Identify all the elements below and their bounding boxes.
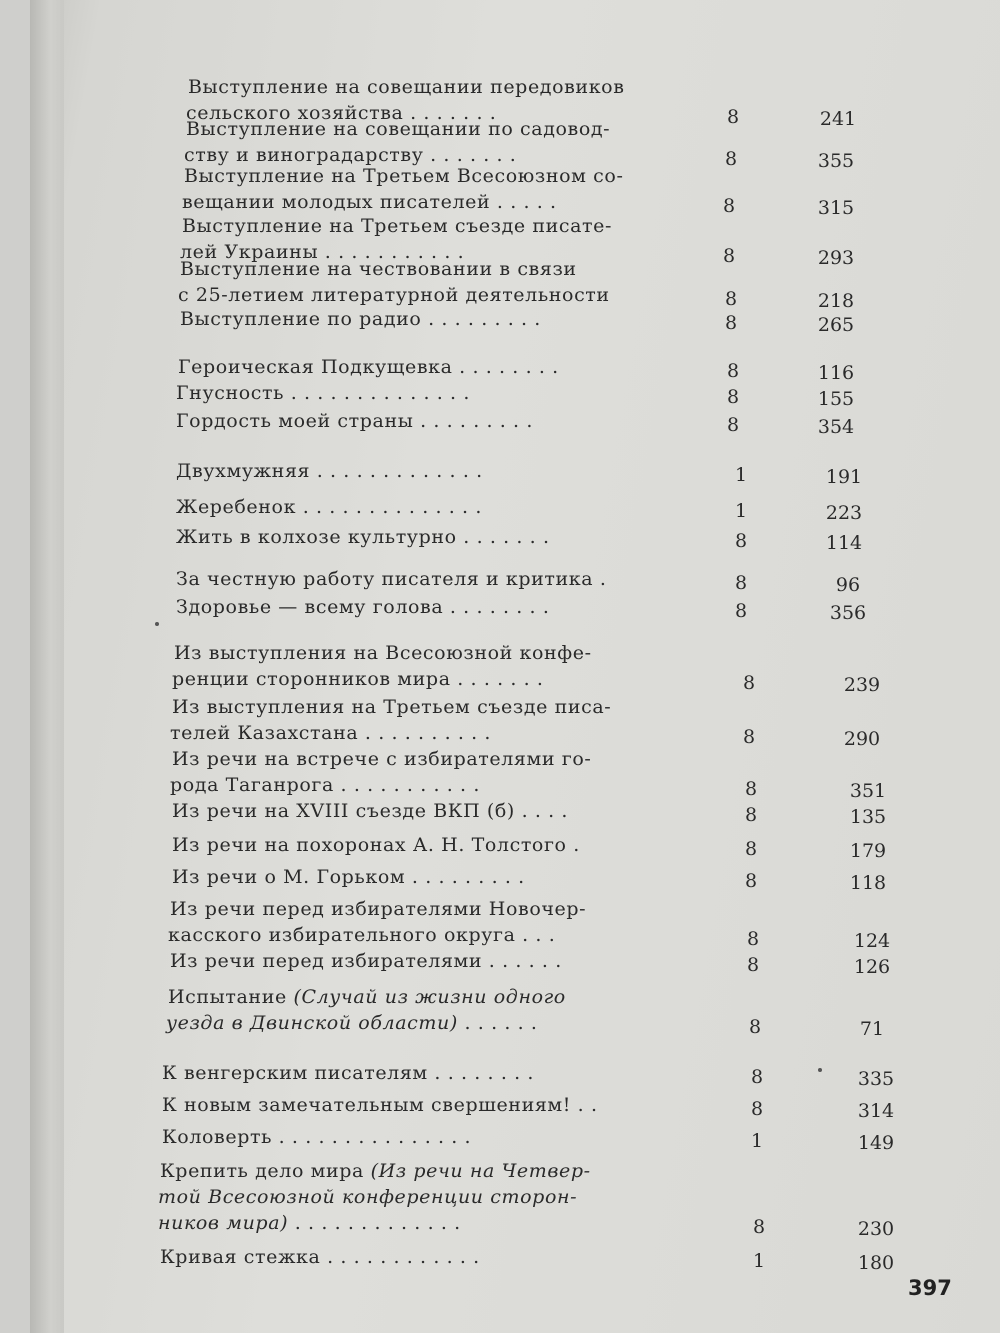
entry-title-text: Из речи на похоронах А. Н. Толстого .	[172, 834, 580, 856]
entry-title-line	[182, 191, 557, 213]
entry-title-line	[166, 1012, 538, 1034]
volume-number: 8	[724, 288, 738, 310]
entry-title-line	[176, 460, 483, 482]
entry-title-text	[166, 1012, 538, 1034]
volume-number: 1	[752, 1250, 766, 1272]
volume-number: 8	[734, 572, 748, 594]
page-reference: 118	[849, 872, 887, 894]
entry-title-text: За честную работу писателя и критика .	[176, 568, 607, 590]
entry-title-text: лей Украины . . . . . . . . . . .	[180, 241, 465, 263]
entry-title-line	[176, 526, 550, 548]
page-reference: 355	[817, 150, 855, 172]
entry-title-text: ренции сторонников мира . . . . . . .	[172, 668, 544, 690]
page-reference: 315	[817, 197, 855, 219]
dot-leader: . . . . . .	[457, 1012, 538, 1034]
volume-number: 8	[734, 600, 748, 622]
ink-speck	[155, 622, 159, 626]
entry-title-text: Героическая Подкущевка . . . . . . . .	[178, 356, 559, 378]
volume-number: 8	[726, 106, 740, 128]
entry-title-line	[184, 144, 516, 166]
dot-leader: . . . . . . . . . . . . .	[288, 1212, 461, 1234]
entry-title-line	[186, 118, 610, 140]
entry-title-text: Жить в колхозе культурно . . . . . . .	[176, 526, 550, 548]
entry-title-text: Двухмужняя . . . . . . . . . . . . .	[176, 460, 483, 482]
entry-title-text: с 25-летием литературной деятельности	[178, 284, 610, 306]
volume-number: 8	[734, 530, 748, 552]
entry-title-text: Из речи перед избирателями . . . . . .	[170, 950, 562, 972]
entry-title-line	[176, 496, 482, 518]
entry-title-text: Из речи на XVIII съезде ВКП (б) . . . .	[172, 800, 569, 822]
page-reference: 96	[835, 574, 861, 596]
entry-title-line	[162, 1126, 471, 1148]
page-reference: 223	[825, 502, 863, 524]
entry-title-line	[172, 696, 611, 718]
entry-title-text: Гнусность . . . . . . . . . . . . . .	[176, 382, 470, 404]
page-reference: 126	[853, 956, 891, 978]
page-reference: 116	[817, 362, 855, 384]
page-reference: 124	[853, 930, 891, 952]
entry-title-line	[178, 356, 559, 378]
page-reference: 241	[819, 108, 857, 130]
entry-title-text: К венгерским писателям . . . . . . . .	[162, 1062, 535, 1084]
entry-title-text: сельского хозяйства . . . . . . .	[186, 102, 497, 124]
volume-number: 8	[726, 414, 740, 436]
entry-title-text: Выступление на совещании по садовод-	[186, 118, 611, 140]
entry-title-text: касского избирательного округа . . .	[168, 924, 556, 946]
entry-title-text: Из речи перед избирателями Новочер-	[170, 898, 587, 920]
entry-title-line	[158, 1186, 577, 1208]
entry-title-line	[168, 924, 555, 946]
page-reference: 114	[825, 532, 863, 554]
entry-title-italic: (Случай из жизни одного	[286, 986, 566, 1008]
page-reference: 149	[857, 1132, 895, 1154]
entry-title-line	[180, 308, 541, 330]
entry-title-text: Из речи на встрече с избирателями го-	[172, 748, 592, 770]
volume-number: 8	[742, 672, 756, 694]
volume-number: 8	[726, 360, 740, 382]
page-reference: 351	[849, 780, 887, 802]
entry-title-text: Испытание	[168, 986, 287, 1008]
entry-title-text: Гордость моей страны . . . . . . . . .	[176, 410, 533, 432]
entry-title-line	[176, 568, 607, 590]
entry-title-italic: (Из речи на Четвер-	[363, 1160, 591, 1182]
entry-title-line	[170, 722, 491, 744]
entry-title-text: Выступление на совещании передовиков	[188, 76, 625, 98]
volume-number: 8	[750, 1098, 764, 1120]
volume-number: 8	[722, 245, 736, 267]
entry-title-text: Из выступления на Третьем съезде писа-	[172, 696, 612, 718]
page-reference: 239	[843, 674, 881, 696]
page-reference: 71	[859, 1018, 885, 1040]
entry-title-text: вещании молодых писателей . . . . .	[182, 191, 557, 213]
entry-title-text: Жеребенок . . . . . . . . . . . . . .	[176, 496, 482, 518]
entry-title-text: Коловерть . . . . . . . . . . . . . . .	[162, 1126, 472, 1148]
volume-number: 8	[744, 778, 758, 800]
volume-number: 8	[724, 312, 738, 334]
volume-number: 8	[726, 386, 740, 408]
entry-title-line	[172, 748, 591, 770]
volume-number: 8	[748, 1016, 762, 1038]
volume-number: 8	[744, 838, 758, 860]
volume-number: 1	[750, 1130, 764, 1152]
entry-title-text: К новым замечательным свершениям! . .	[162, 1094, 598, 1116]
entry-title-text: Из выступления на Всесоюзной конфе-	[174, 642, 592, 664]
entry-title-text: Выступление на чествовании в связи	[180, 258, 577, 280]
entry-title-text: Здоровье — всему голова . . . . . . . .	[176, 596, 550, 618]
entry-title-line	[182, 215, 612, 237]
page-reference: 293	[817, 247, 855, 269]
page-reference: 180	[857, 1252, 895, 1274]
page-reference: 354	[817, 416, 855, 438]
page-reference: 335	[857, 1068, 895, 1090]
entry-title-line	[162, 1094, 598, 1116]
volume-number: 8	[742, 726, 756, 748]
page-reference: 179	[849, 840, 887, 862]
entry-title-text: Выступление на Третьем Всесоюзном со-	[184, 165, 624, 187]
volume-number: 1	[734, 464, 748, 486]
entry-title-text: той Всесоюзной конференции сторон-	[158, 1186, 578, 1208]
entry-title-text: Из речи о М. Горьком . . . . . . . . .	[172, 866, 525, 888]
page-reference: 314	[857, 1100, 895, 1122]
page-reference: 356	[829, 602, 867, 624]
page-reference: 265	[817, 314, 855, 336]
page-reference: 191	[825, 466, 863, 488]
entry-title-line	[172, 800, 568, 822]
volume-number: 8	[752, 1216, 766, 1238]
volume-number: 8	[746, 954, 760, 976]
entry-title-line	[172, 834, 580, 856]
entry-title-italic: уезда в Двинской области)	[166, 1012, 458, 1034]
entry-title-line	[188, 76, 625, 98]
volume-number: 8	[750, 1066, 764, 1088]
entry-title-line	[170, 774, 480, 796]
entry-title-line	[172, 668, 544, 690]
entry-title-line	[172, 866, 525, 888]
entry-title-line	[168, 986, 566, 1008]
entry-title-line	[184, 165, 624, 187]
entry-title-text: телей Казахстана . . . . . . . . . .	[170, 722, 492, 744]
entry-title-line	[176, 382, 470, 404]
volume-number: 8	[744, 870, 758, 892]
page-reference: 230	[857, 1218, 895, 1240]
page-number: 397	[908, 1276, 952, 1300]
volume-number: 8	[744, 804, 758, 826]
volume-number: 8	[722, 195, 736, 217]
volume-number: 1	[734, 500, 748, 522]
entry-title-italic: ников мира)	[158, 1212, 289, 1234]
entry-title-text: Выступление по радио . . . . . . . . .	[180, 308, 541, 330]
entry-title-line	[162, 1062, 534, 1084]
page-reference: 155	[817, 388, 855, 410]
volume-number: 8	[724, 148, 738, 170]
entry-title-text: Крепить дело мира	[160, 1160, 364, 1182]
entry-title-text: Выступление на Третьем съезде писате-	[182, 215, 613, 237]
page-reference: 135	[849, 806, 887, 828]
entry-title-line	[176, 596, 549, 618]
entry-title-text	[158, 1212, 461, 1234]
entry-title-text: Кривая стежка . . . . . . . . . . . .	[160, 1246, 480, 1268]
ink-speck	[818, 1068, 822, 1072]
entry-title-line	[178, 284, 610, 306]
page-reference: 290	[843, 728, 881, 750]
entry-title-text: рода Таганрога . . . . . . . . . . .	[170, 774, 480, 796]
entry-title-line	[160, 1246, 480, 1268]
volume-number: 8	[746, 928, 760, 950]
entry-title-line	[158, 1212, 461, 1234]
entry-title-line	[170, 898, 586, 920]
entry-title-text: ству и виноградарству . . . . . . .	[184, 144, 517, 166]
entry-title-line	[176, 410, 533, 432]
entry-title-line	[174, 642, 592, 664]
entry-title-line	[170, 950, 562, 972]
entry-title-line	[180, 258, 577, 280]
entry-title-line	[160, 1160, 591, 1182]
page-reference: 218	[817, 290, 855, 312]
